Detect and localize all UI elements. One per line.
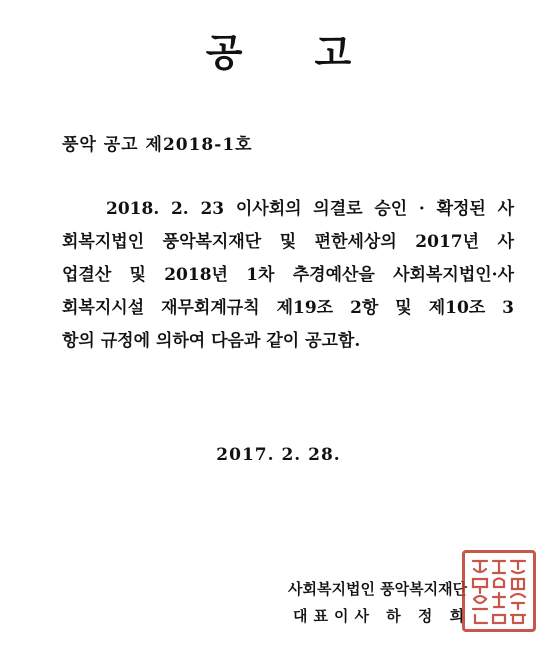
body-line: 2018. 2. 23 이사회의 의결로 승인 · 확정된 사 (106, 199, 514, 219)
body-line: 회복지시설 재무회계규칙 제19조 2항 및 제10조 3 (62, 298, 514, 318)
seal-glyphs (465, 553, 533, 629)
notice-number: 풍악 공고 제2018-1호 (62, 135, 253, 155)
title-char-gong: 공 (205, 30, 243, 75)
body-line: 업결산 및 2018년 1차 추경예산을 사회복지법인·사 (62, 265, 514, 285)
body-line: 항의 규정에 의하여 다음과 같이 공고함. (62, 331, 361, 351)
organization-name: 사회복지법인 풍악복지재단 (288, 580, 468, 598)
notice-date: 2017. 2. 28. (216, 445, 341, 465)
red-square-seal-icon (462, 550, 536, 632)
representative-name: 대표이사 하 정 희 (293, 607, 471, 625)
body-line: 회복지법인 풍악복지재단 및 편한세상의 2017년 사 (62, 232, 514, 252)
document-title (0, 22, 557, 77)
title-char-go: 고 (314, 30, 352, 75)
notice-body (62, 193, 514, 358)
